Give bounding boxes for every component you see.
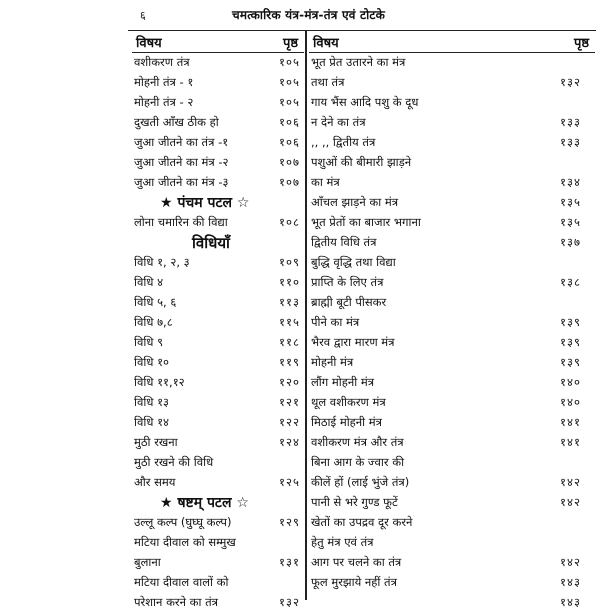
entry-title: लौंग मोहनी मंत्र [311,375,375,389]
contents-entry [132,393,304,413]
contents-entry [132,293,304,313]
entry-title: आग पर चलने का तंत्र [311,555,402,569]
entry-page-number: १०६ [279,115,300,129]
entry-title: मटिया दीवाल को सम्मुख [134,535,236,549]
entry-page-number: १४१ [560,435,581,449]
entry-title: जुआ जीतने का मंत्र -२ [134,155,229,169]
entry-page-number: ११३ [279,295,300,309]
entry-page-number: १३३ [560,135,581,149]
contents-entry [132,213,304,233]
entry-title: खेतों का उपद्रव दूर करने [311,515,413,529]
entry-title: और समय [134,475,176,489]
contents-entry [132,473,304,493]
entry-page-number: १२२ [279,415,300,429]
contents-entry [309,173,595,193]
entry-page-number: ११९ [279,355,300,369]
column-header [132,30,304,53]
entry-title: तथा तंत्र [311,75,345,89]
contents-entry [309,213,595,233]
entry-title: विधियाँ [192,234,230,252]
entry-page-number: १४२ [560,495,581,509]
contents-entry [309,373,595,393]
contents-entry [309,353,595,373]
entry-title: जुआ जीतने का मंत्र -३ [134,175,229,189]
contents-entry [309,413,595,433]
contents-entry [132,173,304,193]
entry-page-number: १३९ [560,315,581,329]
contents-entry [309,153,595,173]
entry-title: जुआ जीतने का तंत्र -१ [134,135,229,149]
entry-title: बुलाना [134,555,161,569]
star-icon: ★ [160,495,178,511]
contents-entry [309,73,595,93]
column-header [309,30,595,53]
contents-entry [309,53,595,73]
entry-page-number: १४३ [560,575,581,589]
entry-title: बुद्धि वृद्धि तथा विद्या [311,255,396,269]
entry-page-number: १३९ [560,355,581,369]
entry-page-number: १०८ [279,215,300,229]
entry-page-number: १२४ [279,435,300,449]
contents-entry [132,153,304,173]
entry-title: पीने का मंत्र [311,315,360,329]
entry-page-number: १०५ [279,95,300,109]
entry-title: आँचल झाड़ने का मंत्र [311,195,399,209]
entry-title: विधि १४ [134,415,170,429]
entry-title: ,, ,, द्वितीय तंत्र [311,135,376,149]
entry-page-number: १०५ [279,55,300,69]
entry-title: बिना आग के ज्वार की [311,455,405,469]
contents-entry [132,413,304,433]
entry-page-number: १२९ [279,515,300,529]
entry-title: द्वितीय विधि तंत्र [311,235,377,249]
contents-entry [309,93,595,113]
section-heading-label: षष्टम् पटल [177,495,232,511]
contents-entry [309,493,595,513]
subsection-heading [132,233,304,253]
entry-title: विधि ११,१२ [134,375,185,389]
contents-entry [309,293,595,313]
section-heading-text [160,193,249,212]
contents-entry [132,513,304,533]
contents-column-right [309,30,595,613]
entry-title: पानी से भरे गुण्ड फूटें [311,495,398,509]
contents-entry [309,133,595,153]
entry-title: मुठी रखने की विधि [134,455,214,469]
contents-entry [309,393,595,413]
entry-title: मोहनी तंत्र - १ [134,75,194,89]
entry-page-number: १०९ [279,255,300,269]
contents-entry [309,433,595,453]
entry-page-number: १३८ [560,275,581,289]
entry-title: मटिया दीवाल वालों को [134,575,229,589]
contents-entry [309,253,595,273]
section-heading [132,193,304,213]
entry-page-number: १३२ [279,595,300,609]
contents-entry [132,353,304,373]
contents-entry [132,253,304,273]
star-icon: ★ [160,195,178,211]
contents-entry [309,573,595,593]
entry-page-number: १२१ [279,395,300,409]
contents-entry [309,593,595,613]
entry-title: विधि ५, ६ [134,295,177,309]
entry-page-number: १३१ [279,555,300,569]
contents-entry [132,73,304,93]
page-number: ६ [140,9,146,22]
entry-title: दुखती आँख ठीक हो [134,115,219,129]
entry-title: प्राप्ति के लिए तंत्र [311,275,384,289]
entry-page-number: १२५ [279,475,300,489]
entry-page-number: १०५ [279,75,300,89]
contents-entry [132,53,304,73]
contents-entry [132,333,304,353]
entry-title: फूल मुरझाये नहीं तंत्र [311,575,397,589]
contents-entry [309,513,595,533]
subject-header: विषय [313,36,339,51]
star-icon: ☆ [231,495,249,511]
entry-page-number: १४३ [560,595,581,609]
contents-column-left [132,30,304,613]
entry-page-number: १४२ [560,555,581,569]
contents-entry [132,453,304,473]
page-header: पृष्ठ [282,36,298,51]
entry-title: ब्राह्मी बूटी पीसकर [311,295,387,309]
entry-page-number: १३५ [560,195,581,209]
entry-page-number: १४१ [560,415,581,429]
contents-entry [309,533,595,553]
contents-entry [132,273,304,293]
section-heading [132,493,304,513]
entry-title: न देने का तंत्र [311,115,366,129]
entry-page-number: १४० [560,395,581,409]
entry-title: भूत प्रेतों का बाजार भगाना [311,215,421,229]
entry-title: पशुओं की बीमारी झाड़ने [311,155,412,169]
contents-entry [309,273,595,293]
entry-page-number: १३३ [560,115,581,129]
contents-entry [309,113,595,133]
contents-entry [132,533,304,553]
contents-entry [132,573,304,593]
entry-title: भैरव द्वारा मारण मंत्र [311,335,395,349]
entry-page-number: १२० [279,375,300,389]
entry-page-number: १०६ [279,135,300,149]
entry-page-number: ११० [279,275,300,289]
entry-page-number: ११५ [279,315,300,329]
entry-page-number: ११८ [279,335,300,349]
contents-entry [309,233,595,253]
entry-title: मिठाई मोहनी मंत्र [311,415,383,429]
entry-title: मोहनी तंत्र - २ [134,95,194,109]
column-divider [305,30,307,600]
contents-entry [132,93,304,113]
entry-page-number: १४० [560,375,581,389]
section-heading-text [160,493,249,512]
entry-title: वशीकरण मंत्र और तंत्र [311,435,404,449]
entry-title: विधि ४ [134,275,164,289]
entry-title: कीलें हों (लाई भुंजे तंत्र) [311,475,410,489]
contents-entry [132,313,304,333]
entry-title: थूल वशीकरण मंत्र [311,395,386,409]
entry-page-number: १३२ [560,75,581,89]
entry-title: मोहनी मंत्र [311,355,354,369]
entry-title: हेतु मंत्र एवं तंत्र [311,535,374,549]
contents-entry [132,113,304,133]
contents-entry [309,193,595,213]
entry-page-number: १३५ [560,215,581,229]
entry-title: लोना चमारिन की विद्या [134,215,228,229]
entry-page-number: १३७ [560,235,581,249]
contents-entry [132,133,304,153]
subject-header: विषय [136,36,162,51]
contents-entry [309,453,595,473]
entry-title: परेशान करने का तंत्र [134,595,219,609]
star-icon: ☆ [232,195,250,211]
entry-title: का मंत्र [311,175,340,189]
entry-page-number: १३४ [560,175,581,189]
entry-title: वशीकरण तंत्र [134,55,190,69]
entry-page-number: १४२ [560,475,581,489]
entry-title: विधि ७,८ [134,315,173,329]
contents-entry [132,433,304,453]
contents-entry [132,553,304,573]
entry-title: गाय भैंस आदि पशु के दूध [311,95,419,109]
running-title: चमत्कारिक यंत्र-मंत्र-तंत्र एवं टोटके [232,8,386,22]
contents-entry [132,373,304,393]
contents-entry [309,333,595,353]
entry-page-number: १०७ [279,155,300,169]
entry-page-number: १०७ [279,175,300,189]
entry-title: विधि १० [134,355,170,369]
entry-title: विधि ९ [134,335,164,349]
entry-title: मुठी रखना [134,435,178,449]
contents-entry [309,553,595,573]
contents-entry [132,593,304,613]
contents-entry [309,473,595,493]
page-header: पृष्ठ [573,36,589,51]
entry-title: विधि १३ [134,395,170,409]
entry-title: भूत प्रेत उतारने का मंत्र [311,55,406,69]
section-heading-label: पंचम पटल [177,195,233,211]
entry-title: उल्लू कल्प (घुघ्घू कल्प) [134,515,232,529]
entry-page-number: १३९ [560,335,581,349]
contents-entry [309,313,595,333]
entry-title: विधि १, २, ३ [134,255,190,269]
